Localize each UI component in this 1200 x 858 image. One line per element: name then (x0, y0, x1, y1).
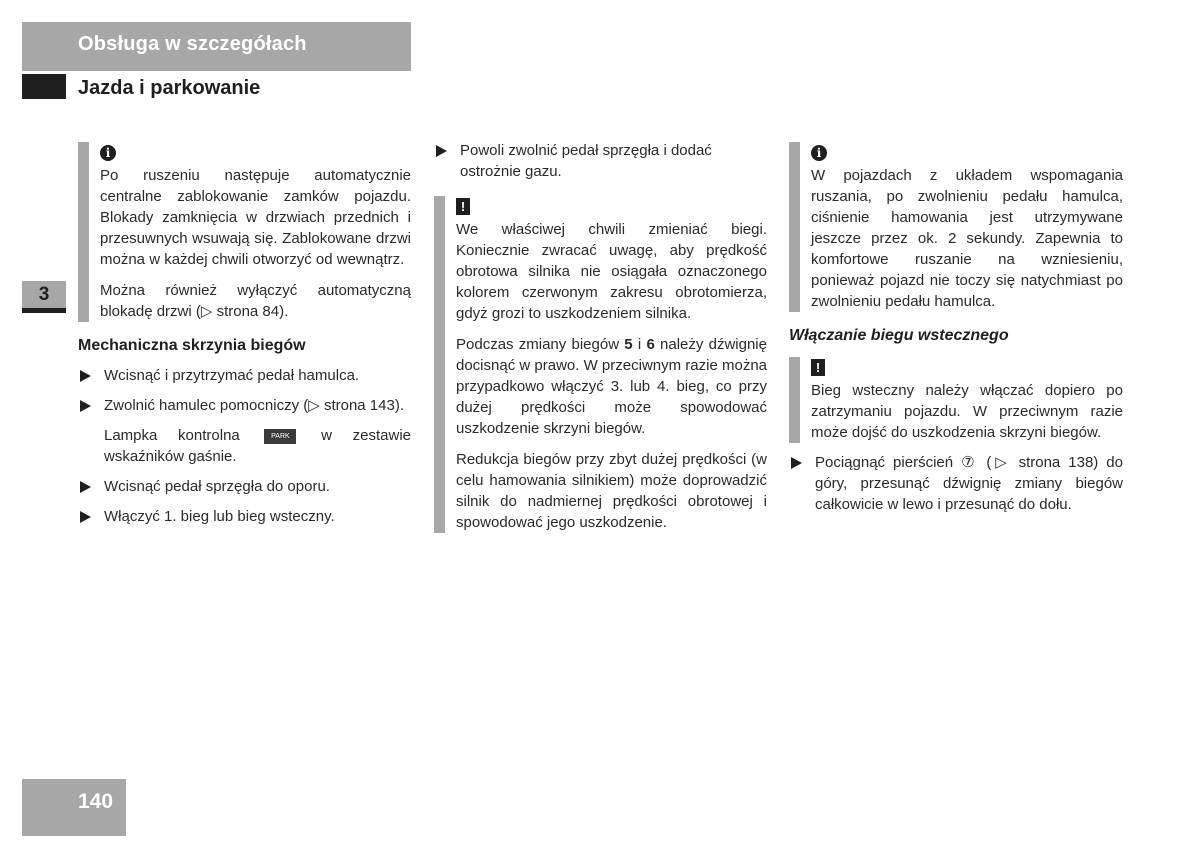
warning-icon: ! (811, 359, 825, 376)
warning-text: Bieg wsteczny należy włączać dopiero po zatrzymaniu pojazdu. W przeciwnym razie może dojść do uszkodzenia skrzyni biegów. (811, 382, 1123, 441)
info-note-text: W pojazdach z układem wspomagania ruszania, po zwolnieniu pedału hamulca, ciśnienie hamowania jest utrzymywane jeszcze przez ok. 2 sekundy. Zapewnia to komfortowe ruszanie na wzniesieniu, ponieważ pojazd nie toczy się natychmiast po zwolnieniu pedału hamulca. (811, 167, 1123, 310)
column-3 (789, 140, 1123, 515)
warning-note (789, 355, 1123, 443)
warning-icon: ! (456, 198, 470, 215)
note-bar (789, 357, 800, 443)
warning-text: Redukcja biegów przy zbyt dużej prędkości (w celu hamowania silnikiem) może doprowadzić silnik do nadmiernej prędkości obrotowej i spowodować jego uszkodzenie. (456, 451, 767, 531)
note-bar (78, 142, 89, 322)
instruction-step: Wcisnąć pedał sprzęgła do oporu. (78, 476, 411, 497)
instruction-step: Pociągnąć pierścień ⑦ (▷ strona 138) do góry, przesunąć dźwignię zmiany biegów całkowicie w lewo i przesunąć do dołu. (789, 452, 1123, 515)
info-note (789, 140, 1123, 312)
note-bar (434, 196, 445, 533)
subsection-marker (22, 74, 66, 99)
section-heading: Włączanie biegu wstecznego (789, 327, 1009, 344)
warning-text: We właściwej chwili zmieniać biegi. Koniecznie zwracać uwagę, aby prędkość obrotowa silnika nie osiągała oznaczonego kolorem czerwonym zakresu obrotomierza, gdyż grozi to uszkodzeniem silnika. (456, 221, 767, 322)
instruction-step: Powoli zwolnić pedał sprzęgła i dodać ostrożnie gazu. (434, 140, 767, 182)
warning-text: Podczas zmiany biegów 5 i 6 należy dźwignię docisnąć w prawo. W przeciwnym razie można przypadkowo włączyć 3. lub 4. bieg, co przy dużej prędkości może spowodować uszkodzenie skrzyni biegów. (456, 336, 767, 437)
section-heading: Mechaniczna skrzynia biegów (78, 337, 306, 354)
note-bar (789, 142, 800, 312)
lamp-note: Lampka kontrolna PARK w zestawie wskaźników gaśnie. (104, 427, 411, 465)
step-arrow-icon (80, 511, 91, 523)
step-arrow-icon (791, 457, 802, 469)
column-2 (434, 140, 767, 533)
instruction-step: Włączyć 1. bieg lub bieg wsteczny. (78, 506, 411, 527)
column-1 (78, 140, 411, 527)
step-arrow-icon (80, 400, 91, 412)
page-number: 140 (22, 779, 126, 836)
warning-note (434, 194, 767, 533)
info-note (78, 140, 411, 322)
chapter-tab: 3 (22, 281, 66, 313)
section-title: Obsługa w szczegółach (78, 33, 307, 55)
info-note-text: Po ruszeniu następuje automatycznie centralne zablokowanie zamków pojazdu. Blokady zamknięcia w drzwiach przednich i przesuwnych wsuwają się. Zablokowane drzwi można w każdej chwili otworzyć od wewnątrz. (100, 167, 411, 268)
subsection-title: Jazda i parkowanie (78, 77, 261, 99)
parking-brake-lamp-icon: PARK (264, 429, 296, 444)
instruction-step: Zwolnić hamulec pomocniczy (▷ strona 143). (78, 395, 411, 416)
step-arrow-icon (436, 145, 447, 157)
info-icon: i (100, 145, 116, 161)
info-icon: i (811, 145, 827, 161)
info-note-text: Można również wyłączyć automatyczną blokadę drzwi (▷ strona 84). (100, 282, 411, 320)
step-arrow-icon (80, 481, 91, 493)
step-arrow-icon (80, 370, 91, 382)
instruction-step: Wcisnąć i przytrzymać pedał hamulca. (78, 365, 411, 386)
